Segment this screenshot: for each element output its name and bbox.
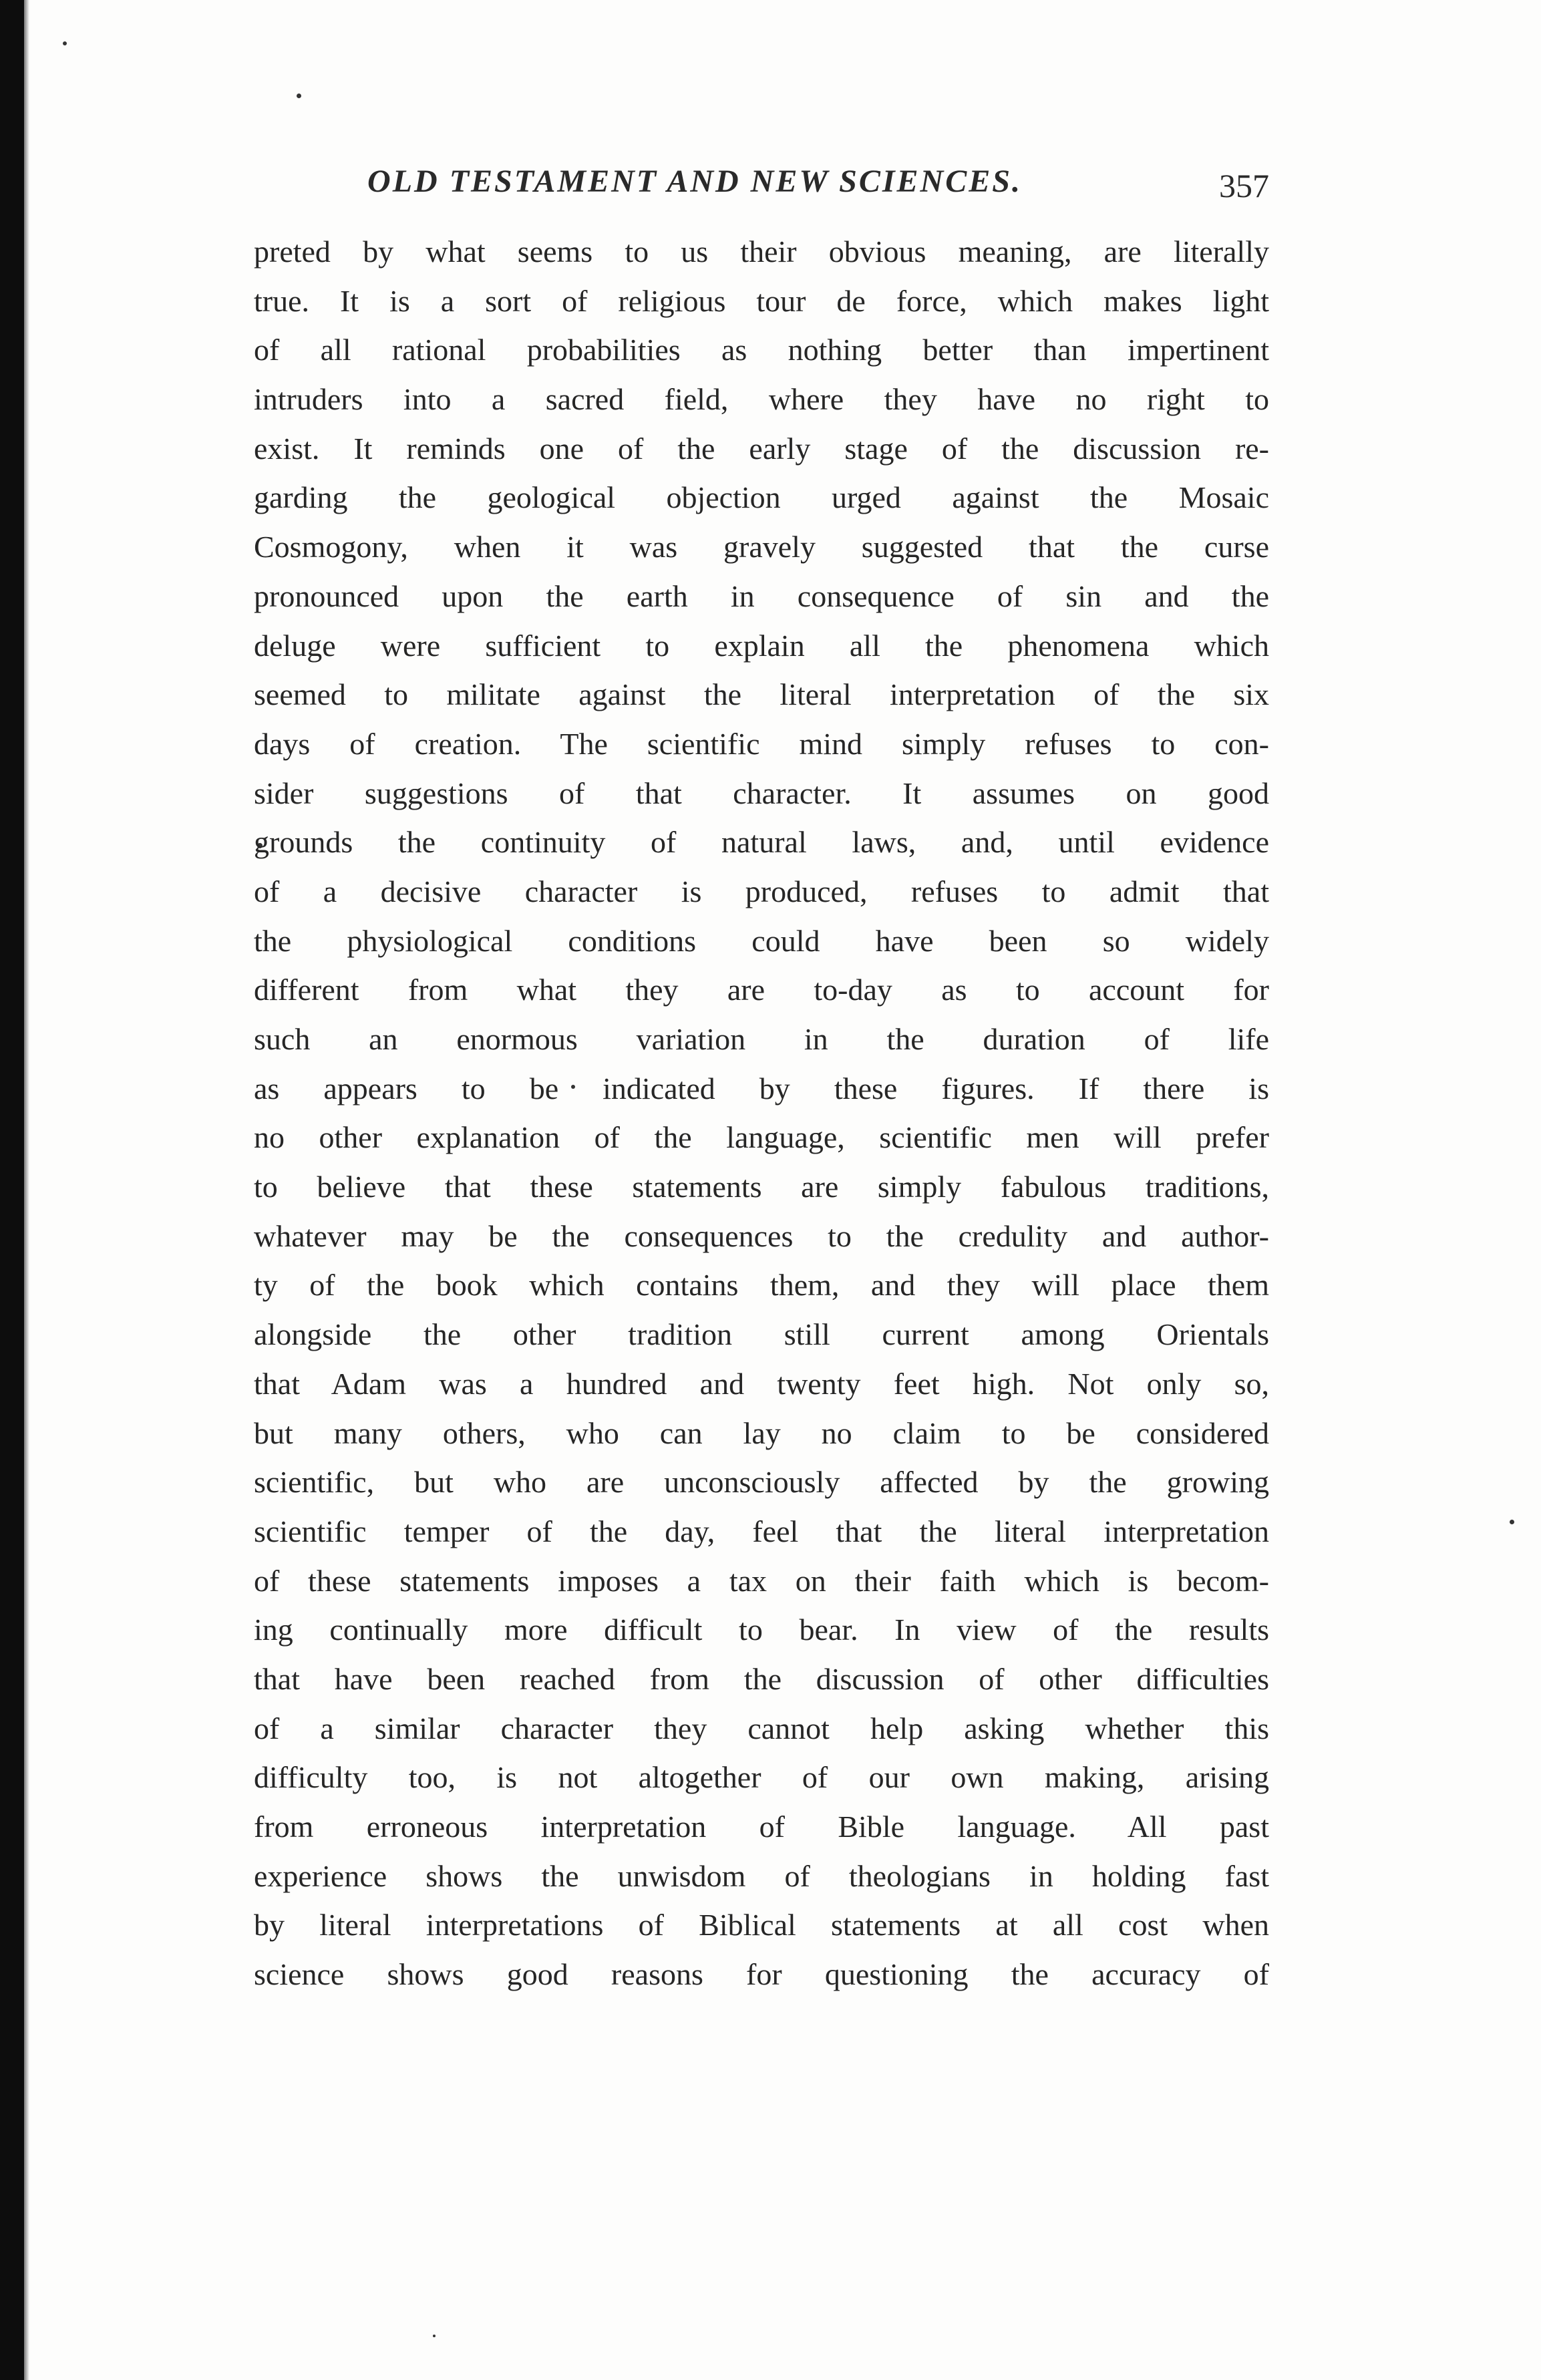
text-line: of a decisive character is produced, refuses to admit that <box>254 874 1269 908</box>
scan-edge-shadow <box>24 0 29 2380</box>
text-line: from erroneous interpretation of Bible language. All past <box>254 1810 1269 1844</box>
text-line: grounds the continuity of natural laws, and, until evidence <box>254 825 1269 860</box>
text-line: garding the geological objection urged against the Mosaic <box>254 480 1269 515</box>
text-line: to believe that these statements are simply fabulous traditions, <box>254 1170 1269 1204</box>
speck <box>1510 1520 1514 1524</box>
speck <box>297 94 301 98</box>
text-line: different from what they are to-day as to account for <box>254 973 1269 1007</box>
text-line: Cosmogony, when it was gravely suggested that the curse <box>254 530 1269 564</box>
text-line: such an enormous variation in the duration of life <box>254 1022 1269 1056</box>
text-line: difficulty too, is not altogether of our own making, arising <box>254 1760 1269 1795</box>
text-line: of all rational probabilities as nothing better than impertinent <box>254 333 1269 367</box>
text-line: ty of the book which contains them, and they will place them <box>254 1268 1269 1303</box>
running-head <box>254 155 1269 208</box>
text-line: as appears to be indicated by these figures. If there is <box>254 1071 1269 1106</box>
body-text <box>254 227 1269 1999</box>
text-line: that Adam was a hundred and twenty feet high. Not only so, <box>254 1366 1269 1401</box>
text-line: of a similar character they cannot help asking whether this <box>254 1711 1269 1745</box>
text-line: alongside the other tradition still current among Orientals <box>254 1317 1269 1352</box>
text-line: by literal interpretations of Biblical statements at all cost when <box>254 1908 1269 1942</box>
text-line: true. It is a sort of religious tour de force, which makes light <box>254 283 1269 318</box>
text-line: deluge were sufficient to explain all the phenomena which <box>254 628 1269 663</box>
text-line: whatever may be the consequences to the credulity and author- <box>254 1218 1269 1253</box>
running-title: OLD TESTAMENT AND NEW SCIENCES. <box>367 164 1022 199</box>
text-line: experience shows the unwisdom of theologians in holding fast <box>254 1858 1269 1893</box>
text-line: days of creation. The scientific mind simply refuses to con- <box>254 726 1269 761</box>
text-line: science shows good reasons for questioning the accuracy of <box>254 1957 1269 1992</box>
text-line: of these statements imposes a tax on their faith which is becom- <box>254 1563 1269 1598</box>
text-line: scientific, but who are unconsciously affected by the growing <box>254 1465 1269 1500</box>
text-line: scientific temper of the day, feel that the literal interpretation <box>254 1514 1269 1548</box>
text-line: intruders into a sacred field, where they have no right to <box>254 382 1269 417</box>
text-line: sider suggestions of that character. It assumes on good <box>254 776 1269 810</box>
text-line: seemed to militate against the literal interpretation of the six <box>254 677 1269 712</box>
text-line: no other explanation of the language, scientific men will prefer <box>254 1120 1269 1155</box>
speck <box>433 2335 436 2337</box>
text-line: pronounced upon the earth in consequence of sin and the <box>254 578 1269 613</box>
text-line: ing continually more difficult to bear. In view of the results <box>254 1612 1269 1647</box>
speck <box>63 41 67 45</box>
scan-edge <box>0 0 24 2380</box>
text-line: preted by what seems to us their obvious meaning, are literally <box>254 234 1269 269</box>
page-number: 357 <box>1219 167 1269 204</box>
text-line: that have been reached from the discussion of other difficulties <box>254 1661 1269 1696</box>
text-line: exist. It reminds one of the early stage of the discussion re- <box>254 431 1269 466</box>
text-line: the physiological conditions could have been so widely <box>254 923 1269 958</box>
text-line: but many others, who can lay no claim to be considered <box>254 1415 1269 1450</box>
